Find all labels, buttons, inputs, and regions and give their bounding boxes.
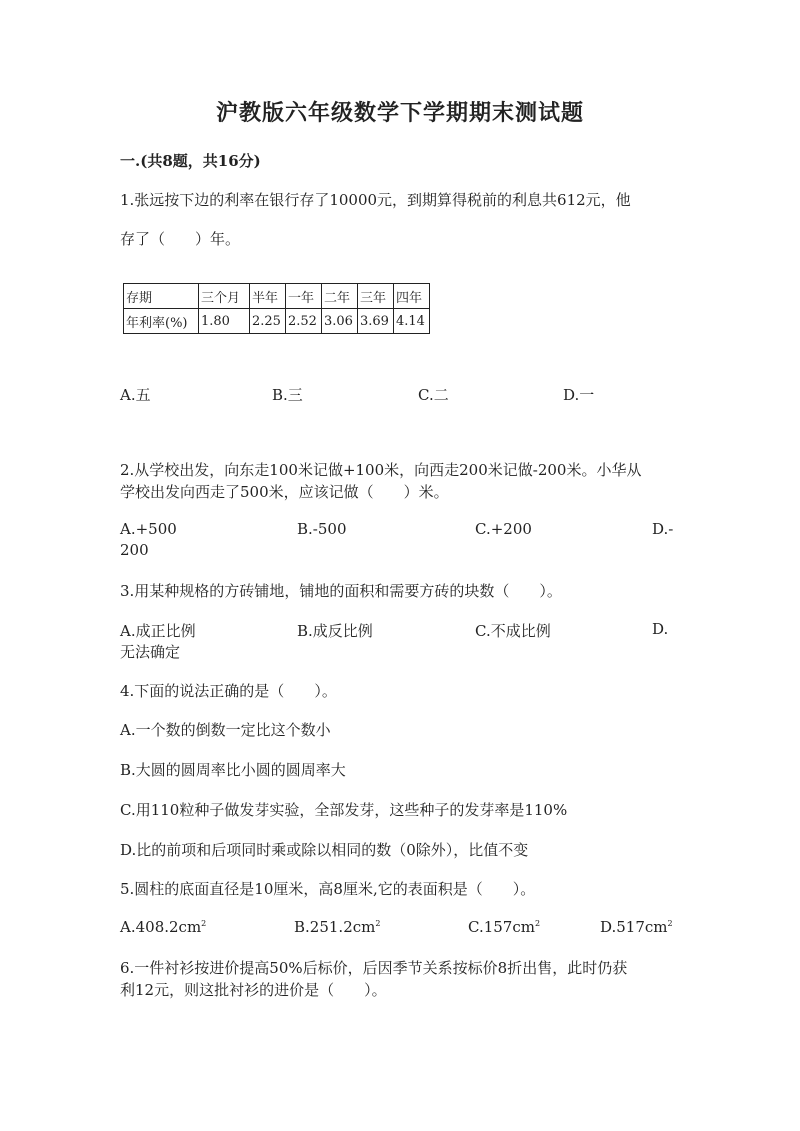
q3-option-b: B.成反比例 (297, 622, 373, 640)
page-title: 沪教版六年级数学下学期期末测试题 (215, 100, 584, 126)
table-cell: 3.06 (322, 309, 358, 334)
table-cell: 三个月 (199, 284, 250, 309)
table-header-row (124, 284, 430, 309)
q4-text-line1: 4.下面的说法正确的是（ ）。 (120, 682, 337, 700)
table-cell: 3.69 (358, 309, 394, 334)
q3-option-d: D. (652, 620, 669, 638)
table-cell: 二年 (322, 284, 358, 309)
table-cell: 四年 (394, 284, 430, 309)
unit-superscript: 2 (667, 919, 673, 928)
section-heading: 一.(共8题，共16分) (120, 152, 261, 170)
table-cell: 2.25 (250, 309, 286, 334)
q4-option-b: B.大圆的圆周率比小圆的圆周率大 (120, 761, 346, 779)
q4-option-d: D.比的前项和后项同时乘或除以相同的数（0除外），比值不变 (120, 841, 529, 859)
q2-option-c: C.+200 (475, 520, 532, 538)
q5-option-c (468, 918, 540, 936)
q5-option-d (600, 918, 673, 936)
unit-superscript: 2 (375, 919, 381, 928)
q3-option-a: A.成正比例 (120, 622, 196, 640)
table-cell: 1.80 (199, 309, 250, 334)
q3-option-c: C.不成比例 (475, 622, 551, 640)
q5-option-d-label: D.517cm (600, 918, 668, 936)
q2-option-b: B.-500 (297, 520, 347, 538)
q4-option-c: C.用110粒种子做发芽实验，全部发芽，这些种子的发芽率是110% (120, 801, 568, 819)
unit-superscript: 2 (201, 919, 207, 928)
table-cell: 半年 (250, 284, 286, 309)
q1-text-line2: 存了（ ）年。 (120, 230, 241, 248)
unit-superscript: 2 (534, 919, 541, 928)
q2-text-line2: 学校出发向西走了500米，应该记做（ ）米。 (120, 483, 449, 501)
q5-text-line1: 5.圆柱的底面直径是10厘米，高8厘米,它的表面积是（ ）。 (120, 880, 536, 898)
q2-text-line1: 2.从学校出发，向东走100米记做+100米，向西走200米记做-200米。小华从 (120, 461, 642, 479)
q1-text-line1: 1.张远按下边的利率在银行存了10000元，到期算得税前的利息共612元，他 (120, 191, 631, 209)
table-row (124, 309, 430, 334)
table-cell: 年利率(%) (124, 309, 199, 334)
table-cell: 存期 (124, 284, 199, 309)
q3-text-line1: 3.用某种规格的方砖铺地，铺地的面积和需要方砖的块数（ ）。 (120, 582, 562, 600)
q1-option-b: B.三 (272, 386, 303, 404)
q5-option-c-label: C.157cm (468, 918, 535, 936)
q2-option-d: D.- (652, 520, 674, 538)
q1-option-c: C.二 (418, 386, 449, 404)
q5-option-b-label: B.251.2cm (294, 918, 376, 936)
table-cell: 4.14 (394, 309, 430, 334)
q3-option-d-continued: 无法确定 (120, 643, 181, 661)
q5-option-b (294, 918, 380, 936)
table-cell: 一年 (286, 284, 322, 309)
q4-option-a: A.一个数的倒数一定比这个数小 (120, 721, 331, 739)
table-cell: 三年 (358, 284, 394, 309)
interest-rate-table (123, 283, 430, 334)
q6-text-line2: 利12元，则这批衬衫的进价是（ ）。 (120, 981, 387, 999)
q2-option-a: A.+500 (120, 520, 177, 538)
q2-option-d-continued: 200 (120, 541, 149, 559)
q1-option-d: D.一 (563, 386, 595, 404)
q6-text-line1: 6.一件衬衫按进价提高50%后标价，后因季节关系按标价8折出售，此时仍获 (120, 959, 628, 977)
q1-option-a: A.五 (120, 386, 151, 404)
q5-option-a (120, 918, 206, 936)
q5-option-a-label: A.408.2cm (120, 918, 202, 936)
table-cell: 2.52 (286, 309, 322, 334)
